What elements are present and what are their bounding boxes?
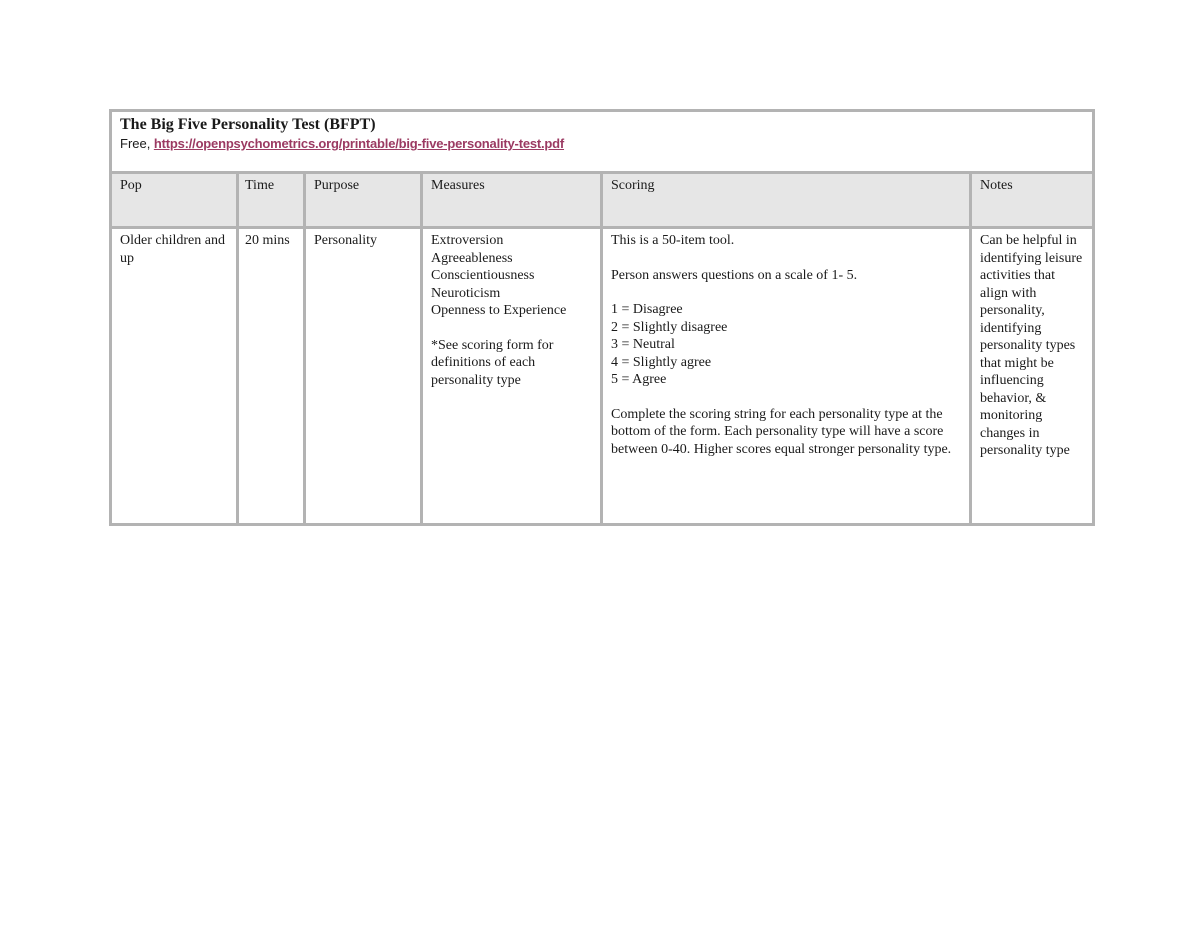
- spacer: [431, 320, 592, 337]
- cell-time: 20 mins: [238, 228, 305, 525]
- scale-level: 1 = Disagree: [611, 302, 683, 317]
- availability-label: Free,: [120, 136, 151, 151]
- measure-item: Extroversion: [431, 233, 504, 248]
- scale-level: 2 = Slightly disagree: [611, 319, 728, 335]
- test-pdf-link[interactable]: https://openpsychometrics.org/printable/big-five-personality-test.pdf: [153, 136, 565, 151]
- cell-notes: Can be helpful in identifying leisure activities that align with personality, identifying personality types that might be influencing behavior, & monitoring changes in personality type: [971, 228, 1094, 525]
- document-title: The Big Five Personality Test (BFPT): [120, 116, 376, 133]
- cell-pop: Older children and up: [111, 228, 238, 525]
- availability-line: [120, 135, 1084, 154]
- measure-item: Openness to Experience: [431, 303, 567, 318]
- scoring-scale: Person answers questions on a scale of 1- 5.: [611, 267, 858, 283]
- assessment-table: [109, 109, 1095, 526]
- measure-item: Conscientiousness: [431, 268, 535, 283]
- scoring-instructions: Complete the scoring string for each personality type at the bottom of the form. Each personality type will have a score between 0-40. Higher scores equal stronger personality type.: [611, 406, 952, 457]
- spacer: [611, 389, 961, 406]
- spacer: [611, 284, 961, 301]
- title-row: [111, 111, 1094, 173]
- measure-item: Neuroticism: [431, 285, 501, 301]
- scale-level: 4 = Slightly agree: [611, 354, 712, 370]
- header-scoring: Scoring: [602, 173, 971, 228]
- header-purpose: Purpose: [305, 173, 422, 228]
- measure-item: Agreeableness: [431, 250, 513, 266]
- header-row: [111, 173, 1094, 228]
- title-cell: [111, 111, 1094, 173]
- header-notes: Notes: [971, 173, 1094, 228]
- cell-purpose: Personality: [305, 228, 422, 525]
- scoring-intro: This is a 50-item tool.: [611, 233, 735, 248]
- table-row: [111, 228, 1094, 525]
- scale-level: 3 = Neutral: [611, 337, 675, 352]
- header-measures: Measures: [422, 173, 602, 228]
- header-pop: Pop: [111, 173, 238, 228]
- cell-scoring: [602, 228, 971, 525]
- measures-note: *See scoring form for definitions of each personality type: [431, 337, 554, 388]
- spacer: [611, 250, 961, 267]
- cell-measures: [422, 228, 602, 525]
- scale-level: 5 = Agree: [611, 372, 667, 387]
- header-time: Time: [238, 173, 305, 228]
